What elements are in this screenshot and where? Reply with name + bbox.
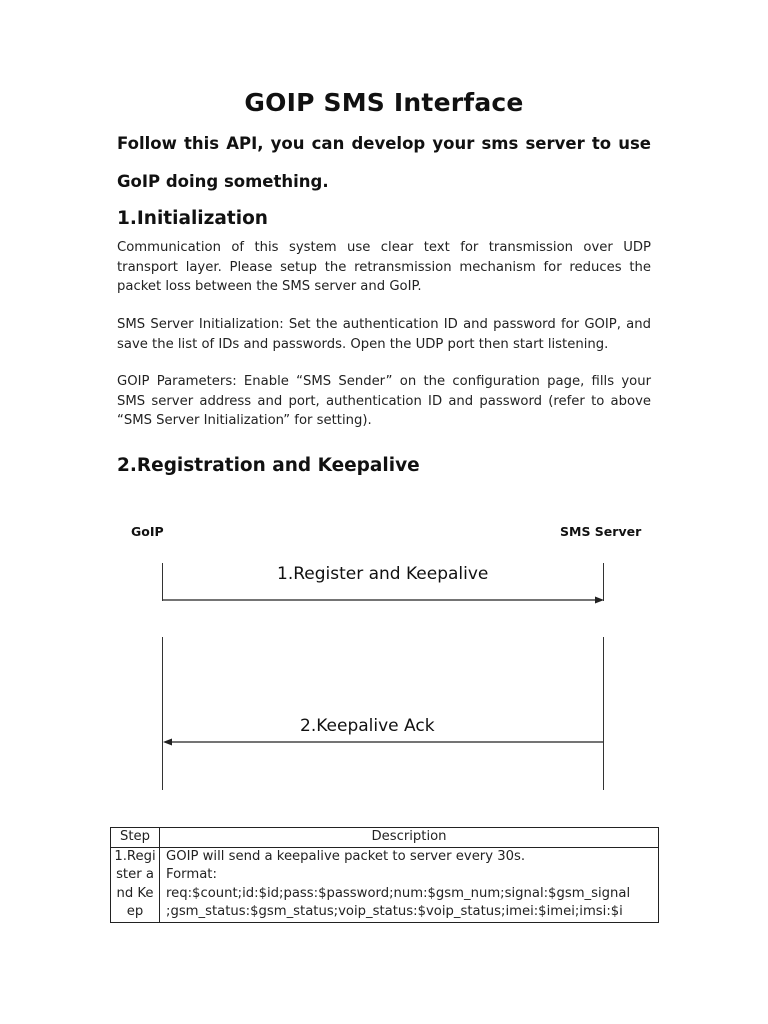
- table-row: [111, 847, 659, 922]
- section-heading-registration: 2.Registration and Keepalive: [117, 455, 420, 476]
- message-ack-label: 2.Keepalive Ack: [300, 716, 435, 736]
- steps-table: [110, 827, 659, 923]
- page-title: GOIP SMS Interface: [244, 88, 524, 117]
- initialization-paragraph-1: Communication of this system use clear text for transmission over UDP transport layer. Please setup the retransmission mechanism for reduces the packet loss between the SMS server and GoIP.: [117, 240, 651, 294]
- description-line: Format:: [166, 867, 217, 882]
- lifeline-gap-left: [158, 601, 166, 637]
- initialization-paragraph-3: GOIP Parameters: Enable “SMS Sender” on the configuration page, fills your SMS server address and port, authentication ID and password (refer to above “SMS Server Initialization” for setting).: [117, 374, 651, 428]
- intro-line-1: Follow this API, you can develop your sms server to use: [117, 134, 651, 153]
- intro-line-2: GoIP doing something.: [117, 172, 329, 191]
- lifeline-gap-right: [599, 601, 607, 637]
- sms-server-lifeline: [603, 563, 604, 790]
- description-line: GOIP will send a keepalive packet to server every 30s.: [166, 848, 526, 864]
- message-register-label: 1.Register and Keepalive: [277, 564, 489, 584]
- description-line: ;gsm_status:$gsm_status;voip_status:$voip_status;imei:$imei;imsi:$i: [166, 904, 623, 919]
- goip-lifeline: [162, 563, 163, 790]
- initialization-paragraph-2: SMS Server Initialization: Set the authentication ID and password for GOIP, and save the list of IDs and passwords. Open the UDP port then start listening.: [117, 317, 651, 352]
- description-cell: [160, 847, 659, 922]
- header-step: Step: [111, 828, 160, 848]
- table-header-row: [111, 828, 659, 848]
- actor-goip-label: GoIP: [131, 524, 164, 539]
- ack-arrow-head: [163, 739, 172, 746]
- description-line: req:$count;id:$id;pass:$password;num:$gsm_num;signal:$gsm_signal: [166, 885, 631, 901]
- actor-sms-server-label: SMS Server: [560, 524, 642, 539]
- header-description: Description: [160, 828, 659, 848]
- step-cell: 1.Register and Keep: [111, 847, 160, 922]
- section-heading-initialization: 1.Initialization: [117, 208, 268, 229]
